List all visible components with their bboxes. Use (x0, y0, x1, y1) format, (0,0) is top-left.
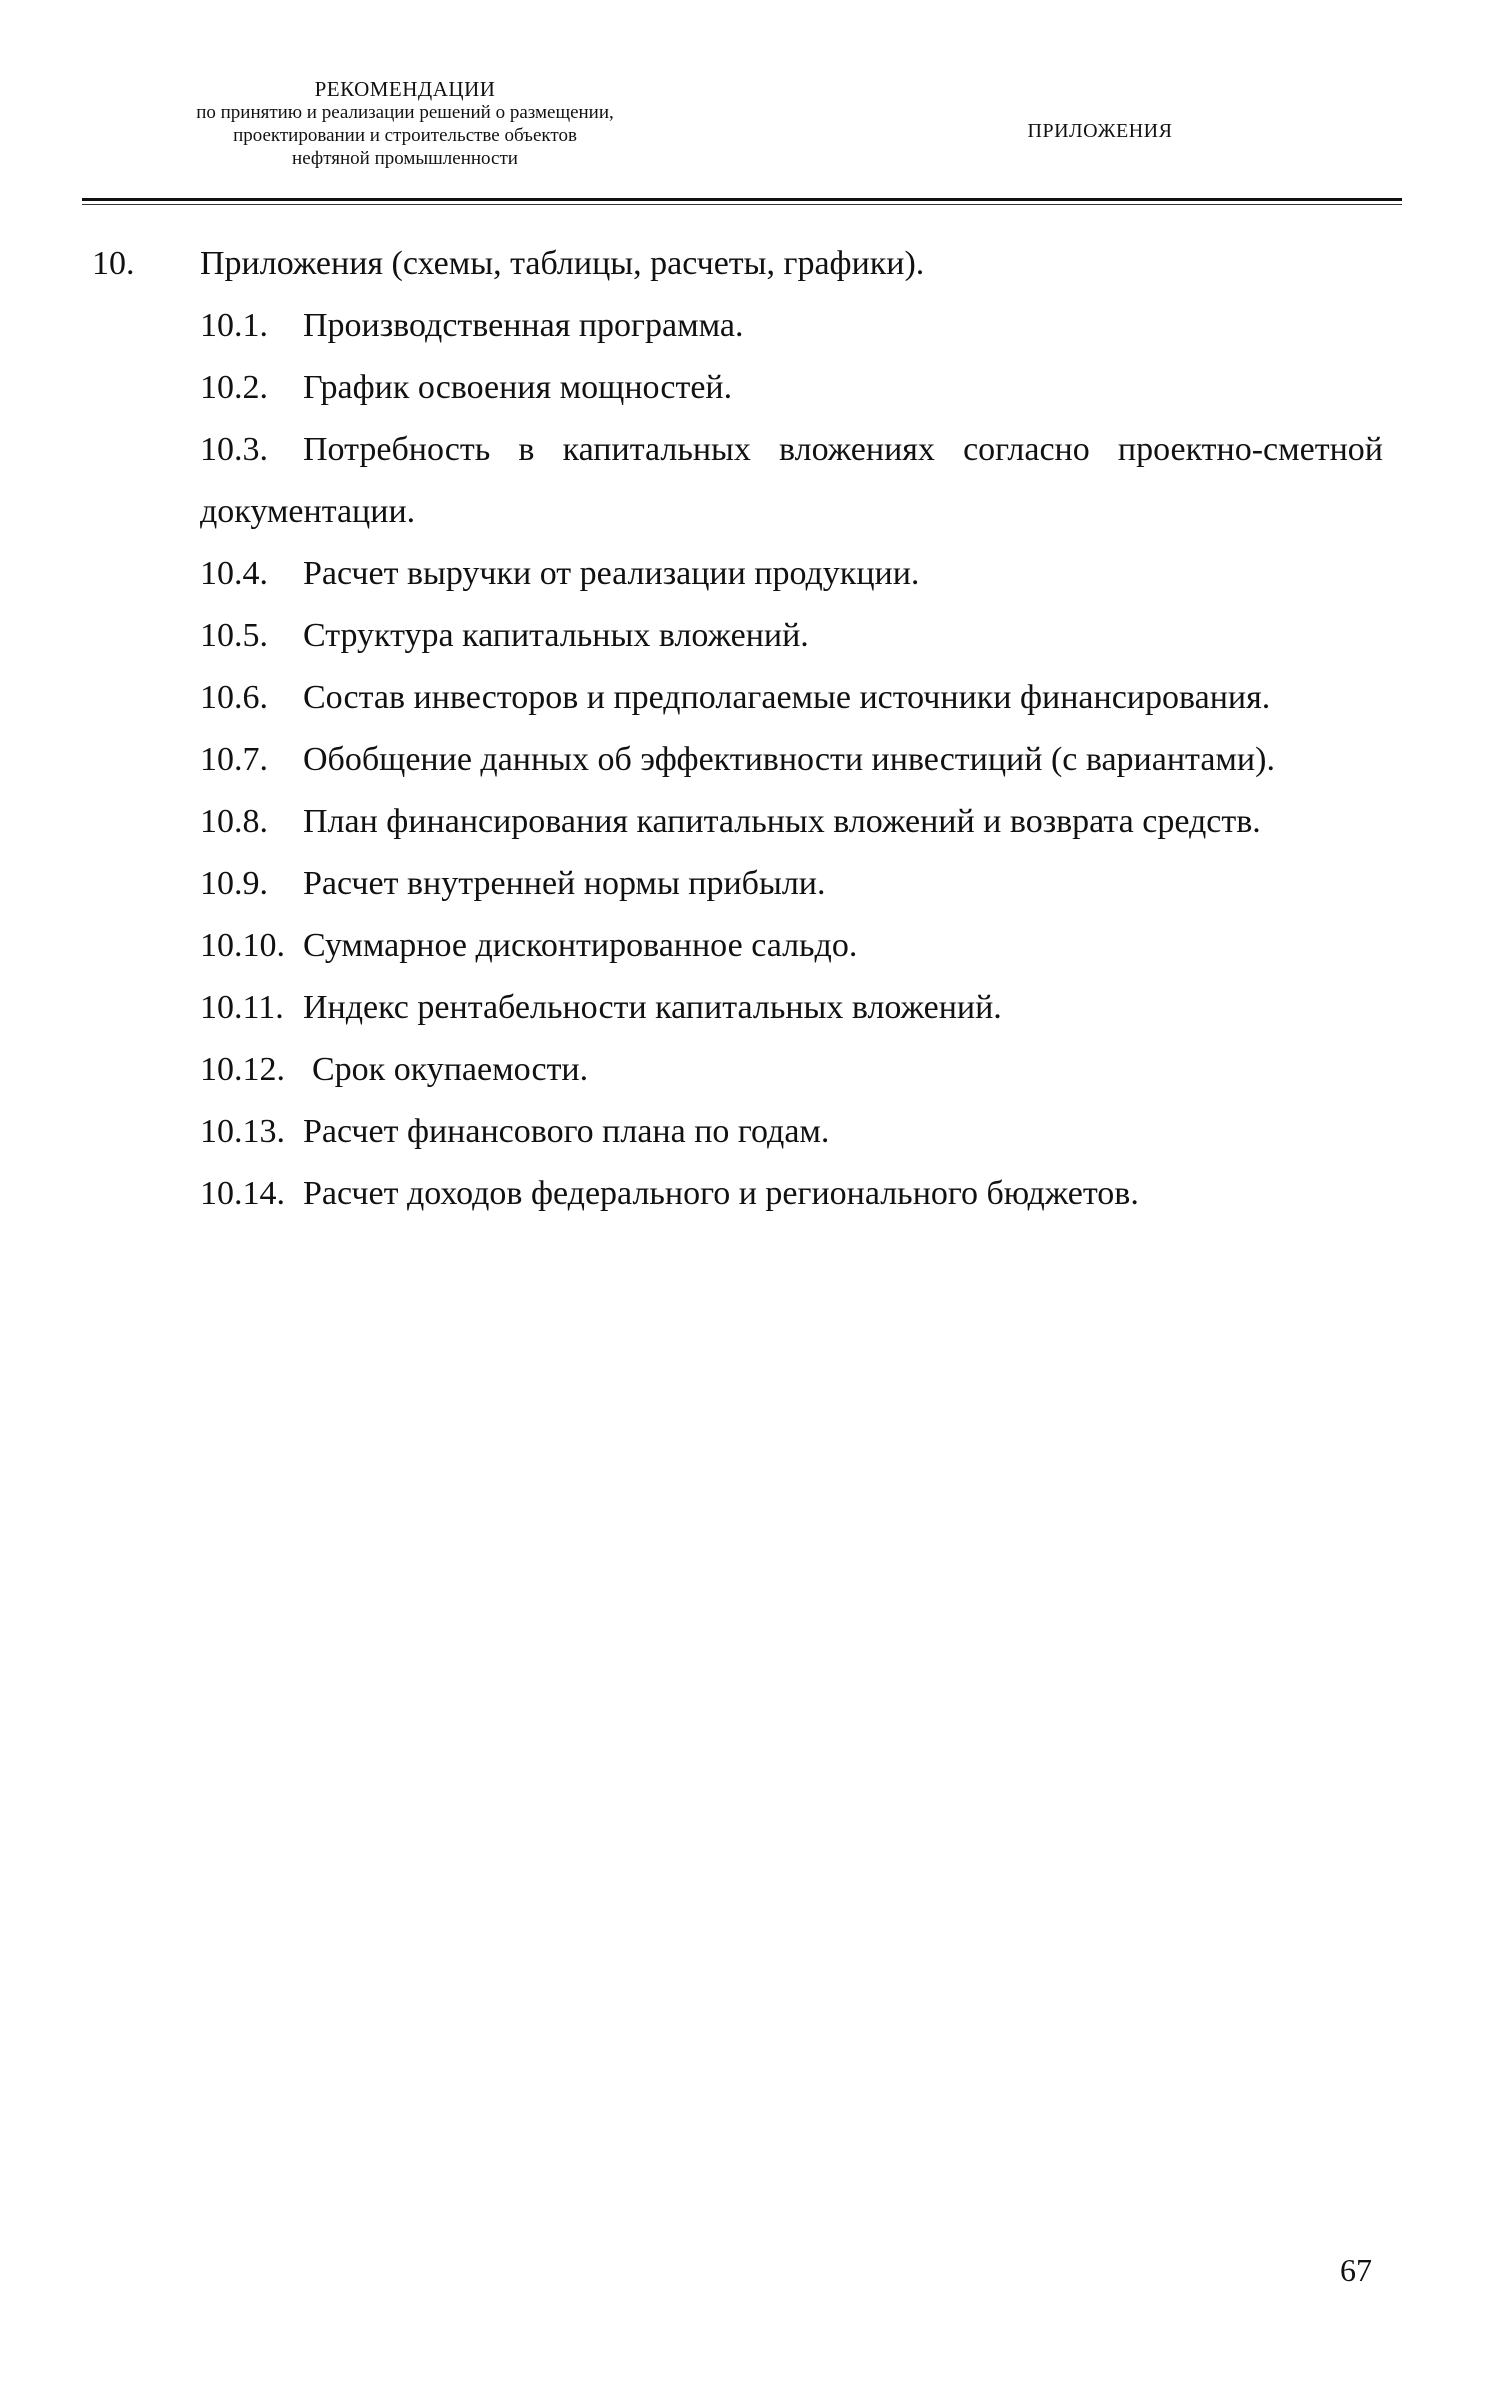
item-text: Срок окупаемости. (312, 1051, 589, 1088)
header-subtitle-line: проектировании и строительстве объектов (233, 125, 577, 146)
item-number: 10.9. (200, 865, 268, 902)
header-rule (82, 198, 1402, 201)
item-text: Производственная программа. (303, 307, 744, 344)
item-text: Структура капитальных вложений. (303, 617, 809, 654)
item-number: 10.7. (200, 741, 268, 778)
item-number: 10.14. (200, 1175, 285, 1212)
header-rule-thin (82, 204, 1402, 205)
item-text: График освоения мощностей. (303, 369, 733, 406)
item-text: Обобщение данных об эффективности инвестиций (с вариантами). (303, 741, 1275, 778)
page-number: 67 (1340, 2252, 1372, 2288)
header-title: РЕКОМЕНДАЦИИ (314, 77, 496, 101)
item-text: Индекс рентабельности капитальных вложений. (303, 989, 1002, 1026)
item-number: 10.10. (200, 927, 285, 964)
item-text: Суммарное дисконтированное сальдо. (303, 927, 858, 964)
item-number: 10.3. (200, 431, 268, 468)
item-number: 10.6. (200, 679, 268, 716)
item-text: Расчет финансового плана по годам. (303, 1113, 830, 1150)
item-number: 10.13. (200, 1113, 285, 1150)
item-text-continuation: документации. (200, 493, 416, 530)
item-number: 10.12. (200, 1051, 285, 1088)
item-text: Потребность в капитальных вложениях согласно проектно-сметной (303, 431, 1383, 468)
item-text: Состав инвесторов и предполагаемые источники финансирования. (303, 679, 1271, 716)
item-text: Расчет выручки от реализации продукции. (303, 555, 920, 592)
section-title: Приложения (схемы, таблицы, расчеты, графики). (200, 245, 925, 282)
header-subtitle-line: нефтяной промышленности (292, 148, 518, 169)
item-number: 10.2. (200, 369, 268, 406)
running-header-left (95, 78, 715, 170)
item-text: Расчет доходов федерального и регионального бюджетов. (303, 1175, 1139, 1212)
item-text: Расчет внутренней нормы прибыли. (303, 865, 826, 902)
header-subtitle-line: по принятию и реализации решений о размещении, (196, 102, 614, 123)
item-number: 10.5. (200, 617, 268, 654)
section-number: 10. (92, 245, 135, 282)
item-number: 10.8. (200, 803, 268, 840)
header-section-name: ПРИЛОЖЕНИЯ (1027, 120, 1173, 142)
item-text: План финансирования капитальных вложений и возврата средств. (303, 803, 1261, 840)
item-number: 10.4. (200, 555, 268, 592)
item-number: 10.11. (200, 989, 284, 1026)
item-number: 10.1. (200, 307, 268, 344)
